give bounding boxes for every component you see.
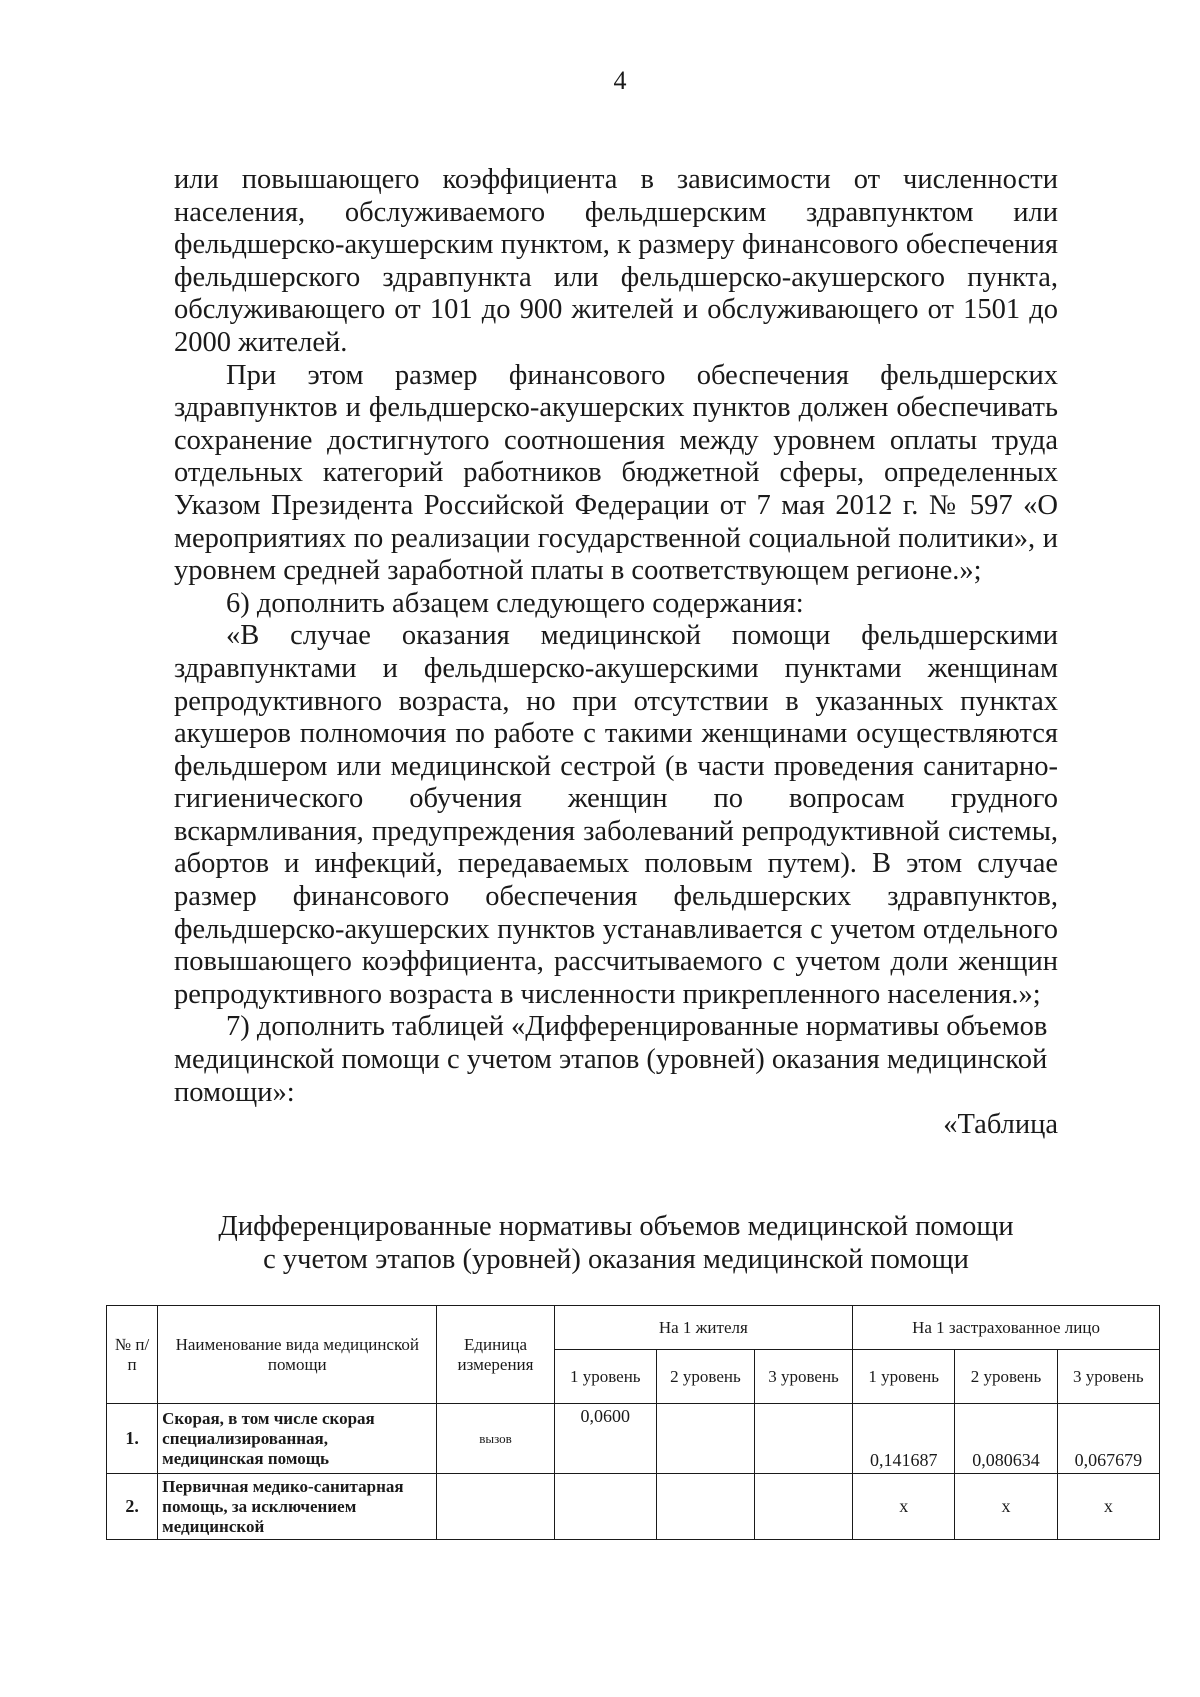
norms-table — [106, 1305, 1160, 1540]
header-level: 3 уровень — [754, 1350, 852, 1404]
body-text — [174, 164, 1058, 1142]
row-value: х — [1057, 1474, 1159, 1540]
row-value — [656, 1404, 754, 1474]
row-value — [554, 1474, 656, 1540]
paragraph: или повышающего коэффициента в зависимости от численности населения, обслуживаемого фельдшерским здравпунктом или фельдшерско-акушерским пунктом, к размеру финансового обеспечения фельдшерского здравпункта или фельдшерско-акушерского пункта, обслуживающего от 101 до 900 жителей и обслуживающего от 1501 до 2000 жителей. — [174, 164, 1058, 358]
table-label: «Таблица — [943, 1109, 1058, 1141]
paragraph: «В случае оказания медицинской помощи фельдшерскими здравпунктами и фельдшерско-акушерскими пунктами женщинам репродуктивного возраста, но при отсутствии в указанных пунктах акушеров полномочия по работе с такими женщинами осуществляются фельдшером или медицинской сестрой (в части проведения санитарно-гигиенического обучения женщин по вопросам грудного вскармливания, предупреждения заболеваний репродуктивной системы, абортов и инфекций, передаваемых половым путем). В этом случае размер финансового обеспечения фельдшерских здравпунктов, фельдшерско-акушерских пунктов устанавливается с учетом отдельного повышающего коэффициента, рассчитываемого с учетом доли женщин репродуктивного возраста в численности прикрепленного населения.»; — [174, 620, 1058, 1010]
row-num: 1. — [107, 1404, 158, 1474]
table-row — [107, 1474, 1160, 1540]
paragraph: 7) дополнить таблицей «Дифференцированные нормативы объемов медицинской помощи с учетом этапов (уровней) оказания медицинской помощи»: — [174, 1011, 1048, 1108]
header-level: 2 уровень — [955, 1350, 1057, 1404]
header-level: 1 уровень — [554, 1350, 656, 1404]
header-level: 3 уровень — [1057, 1350, 1159, 1404]
header-unit: Единица измерения — [437, 1306, 554, 1404]
table-title — [174, 1210, 1058, 1276]
header-per-resident: На 1 жителя — [554, 1306, 852, 1350]
page-number: 4 — [613, 66, 627, 95]
row-value: 0,080634 — [955, 1404, 1057, 1474]
row-value: 0,067679 — [1057, 1404, 1159, 1474]
paragraph: 6) дополнить абзацем следующего содержания: — [226, 587, 804, 619]
row-name: Скорая, в том числе скорая специализированная, медицинская помощь — [158, 1404, 437, 1474]
row-value: х — [955, 1474, 1057, 1540]
row-unit — [437, 1474, 554, 1540]
row-value: х — [853, 1474, 955, 1540]
header-name: Наименование вида медицинской помощи — [158, 1306, 437, 1404]
table-title-line: с учетом этапов (уровней) оказания медицинской помощи — [263, 1244, 969, 1275]
header-num: № п/п — [107, 1306, 158, 1404]
paragraph: При этом размер финансового обеспечения фельдшерских здравпунктов и фельдшерско-акушерских пунктов должен обеспечивать сохранение достигнутого соотношения между уровнем оплаты труда отдельных категорий работников бюджетной сферы, определенных Указом Президента Российской Федерации от 7 мая 2012 г. № 597 «О мероприятиях по реализации государственной социальной политики», и уровнем средней заработной платы в соответствующем регионе.»; — [174, 359, 1058, 587]
row-value — [754, 1404, 852, 1474]
header-level: 1 уровень — [853, 1350, 955, 1404]
row-value — [754, 1474, 852, 1540]
header-level: 2 уровень — [656, 1350, 754, 1404]
row-name: Первичная медико-санитарная помощь, за исключением медицинской — [158, 1474, 437, 1540]
row-unit: вызов — [437, 1404, 554, 1474]
row-value: 0,141687 — [853, 1404, 955, 1474]
table-title-line: Дифференцированные нормативы объемов медицинской помощи — [218, 1211, 1014, 1242]
row-value — [656, 1474, 754, 1540]
header-per-insured: На 1 застрахованное лицо — [853, 1306, 1160, 1350]
row-value: 0,0600 — [554, 1404, 656, 1474]
table-row — [107, 1404, 1160, 1474]
row-num: 2. — [107, 1474, 158, 1540]
